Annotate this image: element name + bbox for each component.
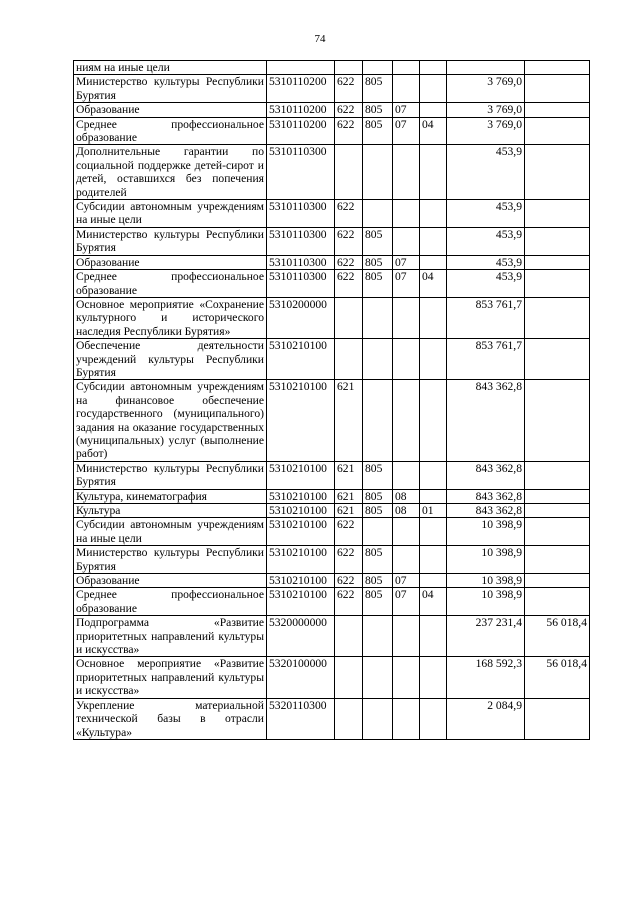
amount-extra-cell [525,227,590,255]
amount-cell: 453,9 [447,145,525,200]
administrator-cell [363,616,393,657]
table-row [74,380,590,461]
expense-name-cell: Образование [74,103,267,117]
amount-extra-cell [525,339,590,380]
amount-extra-cell [525,200,590,228]
expense-type-cell: 622 [335,270,363,298]
expense-name-cell: Подпрограмма «Развитие приоритетных направлений культуры и искусства» [74,616,267,657]
expense-name-cell: Обеспечение деятельности учреждений культуры Республики Бурятия [74,339,267,380]
administrator-cell: 805 [363,103,393,117]
expense-type-cell: 621 [335,461,363,489]
administrator-cell [363,145,393,200]
expense-name-cell: Среднее профессиональное образование [74,588,267,616]
expense-name-cell: Культура, кинематография [74,489,267,503]
expense-name-cell: Субсидии автономным учреждениям на иные цели [74,518,267,546]
expense-type-cell: 622 [335,255,363,269]
administrator-cell [363,200,393,228]
subsection-cell [420,616,447,657]
administrator-cell: 805 [363,489,393,503]
expense-type-cell: 622 [335,574,363,588]
expense-type-cell: 622 [335,103,363,117]
administrator-cell: 805 [363,461,393,489]
administrator-cell: 805 [363,117,393,145]
expense-type-cell [335,61,363,75]
target-article-cell: 5310110300 [267,145,335,200]
page-number: 74 [314,33,326,45]
administrator-cell [363,698,393,739]
section-cell [393,546,420,574]
table-row [74,255,590,269]
expense-name-cell: Министерство культуры Республики Бурятия [74,461,267,489]
amount-cell: 10 398,9 [447,546,525,574]
expense-type-cell: 622 [335,546,363,574]
amount-extra-cell [525,145,590,200]
table-row [74,339,590,380]
amount-cell: 843 362,8 [447,380,525,461]
expense-type-cell: 622 [335,588,363,616]
amount-extra-cell [525,489,590,503]
table-row [74,270,590,298]
expense-type-cell: 621 [335,489,363,503]
subsection-cell [420,145,447,200]
administrator-cell: 805 [363,504,393,518]
amount-cell [447,61,525,75]
target-article-cell: 5320100000 [267,657,335,698]
expense-type-cell: 622 [335,227,363,255]
expense-name-cell: Среднее профессиональное образование [74,270,267,298]
administrator-cell [363,518,393,546]
amount-extra-cell [525,380,590,461]
expense-type-cell [335,616,363,657]
target-article-cell: 5320000000 [267,616,335,657]
table-row [74,297,590,338]
administrator-cell [363,380,393,461]
subsection-cell [420,297,447,338]
amount-cell: 843 362,8 [447,504,525,518]
target-article-cell: 5310210100 [267,588,335,616]
section-cell [393,380,420,461]
amount-extra-cell [525,518,590,546]
expense-name-cell: Дополнительные гарантии по социальной поддержке детей-сирот и детей, оставшихся без попечения родителей [74,145,267,200]
target-article-cell: 5310200000 [267,297,335,338]
table-row [74,588,590,616]
expense-name-cell: Субсидии автономным учреждениям на иные цели [74,200,267,228]
table-row [74,61,590,75]
expense-type-cell [335,657,363,698]
table-row [74,546,590,574]
subsection-cell [420,200,447,228]
amount-cell: 168 592,3 [447,657,525,698]
amount-cell: 10 398,9 [447,518,525,546]
amount-cell: 843 362,8 [447,461,525,489]
table-row [74,200,590,228]
amount-cell: 453,9 [447,255,525,269]
expense-name-cell: ниям на иные цели [74,61,267,75]
amount-extra-cell [525,461,590,489]
amount-cell: 237 231,4 [447,616,525,657]
amount-extra-cell [525,504,590,518]
section-cell [393,200,420,228]
target-article-cell: 5310110200 [267,103,335,117]
subsection-cell [420,103,447,117]
subsection-cell [420,380,447,461]
subsection-cell [420,698,447,739]
amount-extra-cell [525,255,590,269]
table-row [74,103,590,117]
subsection-cell [420,518,447,546]
table-row [74,698,590,739]
table-row [74,574,590,588]
subsection-cell: 04 [420,117,447,145]
administrator-cell [363,657,393,698]
expense-type-cell: 622 [335,117,363,145]
section-cell: 07 [393,103,420,117]
administrator-cell: 805 [363,75,393,103]
administrator-cell: 805 [363,270,393,298]
amount-cell: 853 761,7 [447,297,525,338]
subsection-cell: 01 [420,504,447,518]
target-article-cell: 5310210100 [267,504,335,518]
table-row [74,75,590,103]
target-article-cell: 5310110300 [267,200,335,228]
amount-extra-cell [525,588,590,616]
expense-name-cell: Культура [74,504,267,518]
amount-extra-cell: 56 018,4 [525,657,590,698]
amount-extra-cell [525,297,590,338]
target-article-cell: 5310210100 [267,339,335,380]
amount-cell: 453,9 [447,270,525,298]
expense-name-cell: Субсидии автономным учреждениям на финансовое обеспечение государственного (муниципального) задания на оказание государственных (муниципальных) услуг (выполнение работ) [74,380,267,461]
target-article-cell: 5310110200 [267,117,335,145]
section-cell: 07 [393,117,420,145]
amount-extra-cell: 56 018,4 [525,616,590,657]
target-article-cell: 5310210100 [267,461,335,489]
target-article-cell: 5310210100 [267,380,335,461]
subsection-cell: 04 [420,588,447,616]
target-article-cell: 5310110300 [267,255,335,269]
section-cell: 07 [393,574,420,588]
subsection-cell [420,227,447,255]
expense-name-cell: Министерство культуры Республики Бурятия [74,227,267,255]
expense-type-cell: 621 [335,504,363,518]
section-cell: 07 [393,255,420,269]
amount-extra-cell [525,270,590,298]
section-cell: 08 [393,504,420,518]
administrator-cell [363,297,393,338]
expense-name-cell: Министерство культуры Республики Бурятия [74,75,267,103]
administrator-cell [363,339,393,380]
table-row [74,657,590,698]
expense-type-cell [335,698,363,739]
table-row [74,145,590,200]
expense-name-cell: Основное мероприятие «Сохранение культурного и исторического наследия Республики Бурятия» [74,297,267,338]
target-article-cell: 5320110300 [267,698,335,739]
target-article-cell: 5310110300 [267,270,335,298]
amount-extra-cell [525,574,590,588]
section-cell [393,698,420,739]
section-cell: 08 [393,489,420,503]
table-row [74,227,590,255]
amount-cell: 453,9 [447,200,525,228]
target-article-cell: 5310110300 [267,227,335,255]
amount-cell: 3 769,0 [447,103,525,117]
amount-cell: 853 761,7 [447,339,525,380]
section-cell [393,616,420,657]
section-cell [393,297,420,338]
section-cell [393,657,420,698]
subsection-cell [420,546,447,574]
amount-extra-cell [525,546,590,574]
administrator-cell: 805 [363,546,393,574]
amount-extra-cell [525,61,590,75]
subsection-cell [420,255,447,269]
table-row [74,117,590,145]
administrator-cell: 805 [363,588,393,616]
expense-name-cell: Министерство культуры Республики Бурятия [74,546,267,574]
section-cell: 07 [393,588,420,616]
subsection-cell [420,574,447,588]
section-cell: 07 [393,270,420,298]
section-cell [393,339,420,380]
expense-name-cell: Среднее профессиональное образование [74,117,267,145]
table-row [74,461,590,489]
section-cell [393,518,420,546]
expense-name-cell: Укрепление материальной технической базы в отрасли «Культура» [74,698,267,739]
administrator-cell: 805 [363,255,393,269]
amount-extra-cell [525,698,590,739]
subsection-cell: 04 [420,270,447,298]
expense-name-cell: Образование [74,255,267,269]
expense-type-cell [335,145,363,200]
subsection-cell [420,657,447,698]
section-cell [393,75,420,103]
target-article-cell: 5310110200 [267,75,335,103]
subsection-cell [420,339,447,380]
target-article-cell [267,61,335,75]
amount-cell: 843 362,8 [447,489,525,503]
target-article-cell: 5310210100 [267,518,335,546]
amount-cell: 10 398,9 [447,574,525,588]
expense-type-cell: 622 [335,200,363,228]
subsection-cell [420,489,447,503]
expense-type-cell: 622 [335,75,363,103]
administrator-cell [363,61,393,75]
expense-type-cell [335,339,363,380]
amount-cell: 3 769,0 [447,117,525,145]
expense-name-cell: Основное мероприятие «Развитие приоритетных направлений культуры и искусства» [74,657,267,698]
expense-type-cell: 622 [335,518,363,546]
section-cell [393,461,420,489]
amount-cell: 453,9 [447,227,525,255]
amount-extra-cell [525,75,590,103]
administrator-cell: 805 [363,574,393,588]
subsection-cell [420,61,447,75]
subsection-cell [420,461,447,489]
budget-table [73,60,590,740]
table-row [74,489,590,503]
expense-type-cell: 621 [335,380,363,461]
target-article-cell: 5310210100 [267,574,335,588]
amount-extra-cell [525,103,590,117]
table-row [74,616,590,657]
amount-cell: 2 084,9 [447,698,525,739]
target-article-cell: 5310210100 [267,489,335,503]
section-cell [393,227,420,255]
section-cell [393,145,420,200]
section-cell [393,61,420,75]
amount-cell: 3 769,0 [447,75,525,103]
subsection-cell [420,75,447,103]
administrator-cell: 805 [363,227,393,255]
amount-cell: 10 398,9 [447,588,525,616]
table-row [74,518,590,546]
target-article-cell: 5310210100 [267,546,335,574]
table-row [74,504,590,518]
amount-extra-cell [525,117,590,145]
expense-type-cell [335,297,363,338]
expense-name-cell: Образование [74,574,267,588]
